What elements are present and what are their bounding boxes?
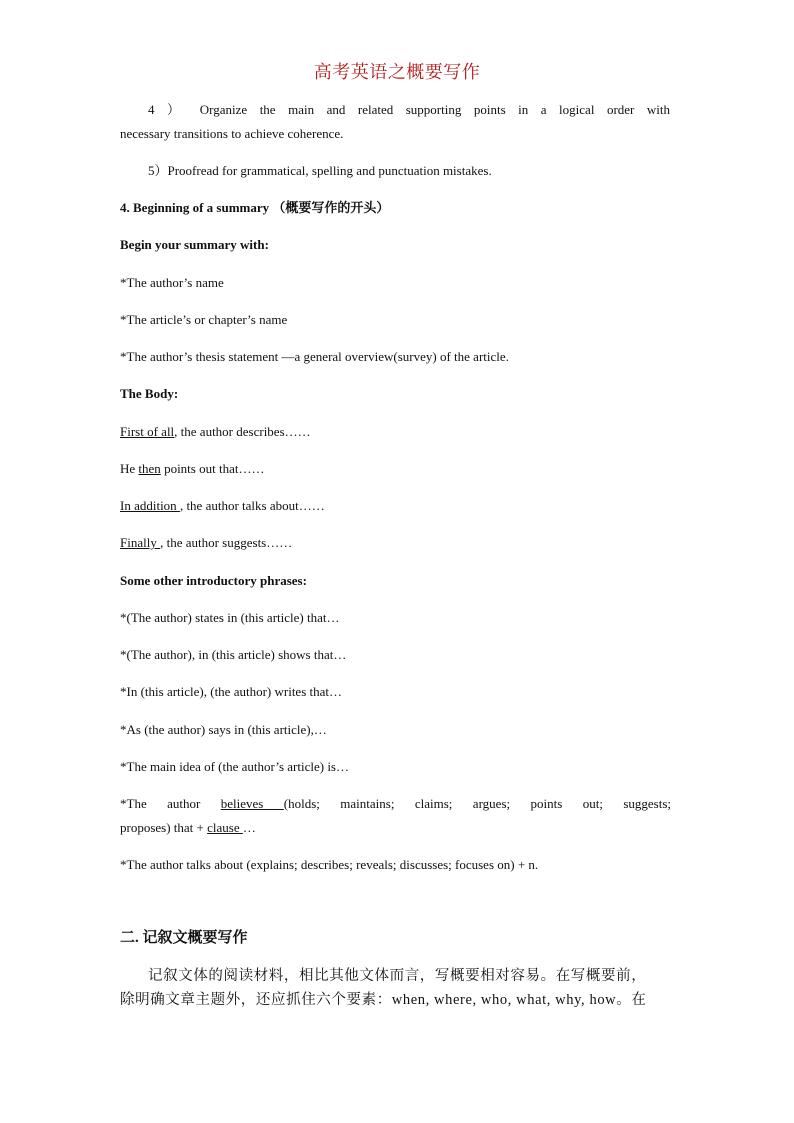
phrase-item: *(The author) states in (this article) that…: [120, 610, 340, 625]
body-line-text: points out that……: [160, 461, 265, 476]
begin-item-author-name: *The author’s name: [120, 275, 224, 290]
underlined-verb: believes: [220, 796, 284, 811]
phrase-prefix: *The author: [120, 796, 221, 811]
begin-label: Begin your summary with:: [120, 237, 269, 252]
step-4-line-1: 4 ） Organize the main and related supporting points in a logical order with: [148, 102, 670, 117]
section-4-heading: 4. Beginning of a summary （概要写作的开头）: [120, 200, 390, 215]
step-4-line-2: necessary transitions to achieve coherence.: [120, 126, 344, 141]
phrase-talks-line: *The author talks about (explains; describes; reveals; discusses; focuses on) + n.: [120, 857, 539, 872]
begin-item-article-name: *The article’s or chapter’s name: [120, 312, 288, 327]
phrase-item: *(The author), in (this article) shows that…: [120, 647, 347, 662]
transition-word: In addition: [120, 498, 180, 513]
body-line-text: , the author talks about……: [179, 498, 325, 513]
phrase-item: *The main idea of (the author’s article) is…: [120, 759, 349, 774]
phrase-text: …: [242, 820, 256, 835]
body-line-addition: [120, 498, 325, 514]
phrase-text: (holds; maintains; claims; argues; points out; suggests;: [283, 796, 672, 811]
body-line-prefix: He: [120, 461, 139, 476]
body-line-then: [120, 461, 264, 477]
phrase-item: *As (the author) says in (this article),…: [120, 722, 327, 737]
step-5: 5）Proofread for grammatical, spelling and punctuation mistakes.: [148, 163, 492, 178]
phrase-item: *In (this article), (the author) writes that…: [120, 684, 343, 699]
body-line-finally: [120, 535, 292, 551]
narrative-line-2: 除明确文章主题外，还应抓住六个要素：when, where, who, what, why, how。在: [120, 992, 647, 1008]
phrase-prefix: proposes) that +: [120, 820, 208, 835]
transition-word: then: [138, 461, 161, 476]
transition-word: First of all: [120, 424, 175, 439]
body-line-text: , the author suggests……: [160, 535, 293, 550]
section-2-heading: 二. 记叙文概要写作: [120, 930, 248, 946]
phrase-proposes-line: [120, 820, 256, 836]
begin-item-thesis: *The author’s thesis statement —a general overview(survey) of the article.: [120, 349, 509, 364]
phrase-believes-line: [120, 796, 671, 812]
body-label: The Body:: [120, 386, 179, 401]
page-title: 高考英语之概要写作: [313, 62, 481, 82]
phrases-label: Some other introductory phrases:: [120, 573, 307, 588]
body-line-text: , the author describes……: [174, 424, 311, 439]
transition-word: Finally: [120, 535, 161, 550]
narrative-line-1: 记叙文体的阅读材料，相比其他文体而言，写概要相对容易。在写概要前，: [148, 968, 647, 984]
underlined-clause: clause: [207, 820, 243, 835]
body-line-first: [120, 424, 311, 440]
